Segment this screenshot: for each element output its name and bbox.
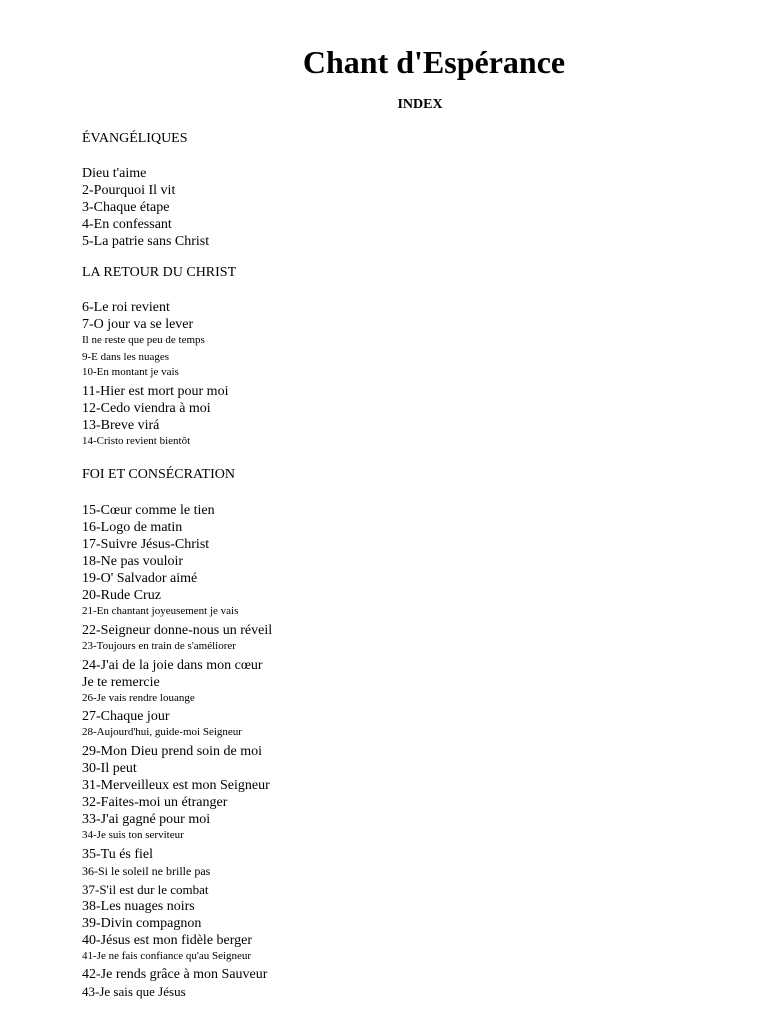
list-item: 30-Il peut [82,761,137,776]
list-item: 34-Je suis ton serviteur [82,829,184,841]
section-heading-retour: LA RETOUR DU CHRIST [82,265,237,280]
list-item: 18-Ne pas vouloir [82,554,184,569]
list-item: 10-En montant je vais [82,366,179,378]
list-item: 23-Toujours en train de s'améliorer [82,640,236,652]
list-item: 24-J'ai de la joie dans mon cœur [82,658,263,673]
list-item: 14-Cristo revient bientôt [82,435,191,447]
list-item: 3-Chaque étape [82,200,170,215]
index-heading: INDEX [397,97,443,112]
list-item: 33-J'ai gagné pour moi [82,812,211,827]
list-item: 37-S'il est dur le combat [82,882,209,897]
list-item: Je te remercie [82,675,160,690]
list-item: 5-La patrie sans Christ [82,234,210,249]
section-retour [82,299,702,449]
list-item: 28-Aujourd'hui, guide-moi Seigneur [82,726,242,738]
list-item: 38-Les nuages noirs [82,899,195,914]
list-item: 42-Je rends grâce à mon Sauveur [82,967,268,982]
section-foi [82,502,702,1000]
list-item: 15-Cœur comme le tien [82,503,215,518]
section-heading-foi: FOI ET CONSÉCRATION [82,467,235,482]
list-item: 36-Si le soleil ne brille pas [82,864,211,878]
list-item: 26-Je vais rendre louange [82,692,195,704]
list-item: 21-En chantant joyeusement je vais [82,605,239,617]
list-item: 29-Mon Dieu prend soin de moi [82,744,263,759]
list-item: 40-Jésus est mon fidèle berger [82,933,253,948]
list-item: 31-Merveilleux est mon Seigneur [82,778,270,793]
list-item: 20-Rude Cruz [82,588,161,603]
list-item: 9-E dans les nuages [82,351,170,363]
list-item: 16-Logo de matin [82,520,183,535]
list-item: 43-Je sais que Jésus [82,984,186,999]
list-item: 35-Tu és fiel [82,847,154,862]
list-item: 12-Cedo viendra à moi [82,401,211,416]
list-item: 2-Pourquoi Il vit [82,183,176,198]
list-item: Dieu t'aime [82,166,147,181]
list-item: 22-Seigneur donne-nous un réveil [82,623,273,638]
list-item: 7-O jour va se lever [82,317,194,332]
section-heading-evangeliques: ÉVANGÉLIQUES [82,131,188,146]
index-list [82,128,702,1000]
list-item: 11-Hier est mort pour moi [82,384,229,399]
list-item: 13-Breve virá [82,418,160,433]
list-item: 19-O' Salvador aimé [82,571,198,586]
list-item: 39-Divin compagnon [82,916,202,931]
list-item: 6-Le roi revient [82,300,170,315]
list-item: 4-En confessant [82,217,172,232]
section-evangeliques [82,165,702,250]
list-item: Il ne reste que peu de temps [82,334,205,346]
list-item: 32-Faites-moi un étranger [82,795,228,810]
list-item: 17-Suivre Jésus-Christ [82,537,210,552]
page-title: Chant d'Espérance [302,44,566,80]
list-item: 27-Chaque jour [82,709,170,724]
list-item: 41-Je ne fais confiance qu'au Seigneur [82,950,252,962]
